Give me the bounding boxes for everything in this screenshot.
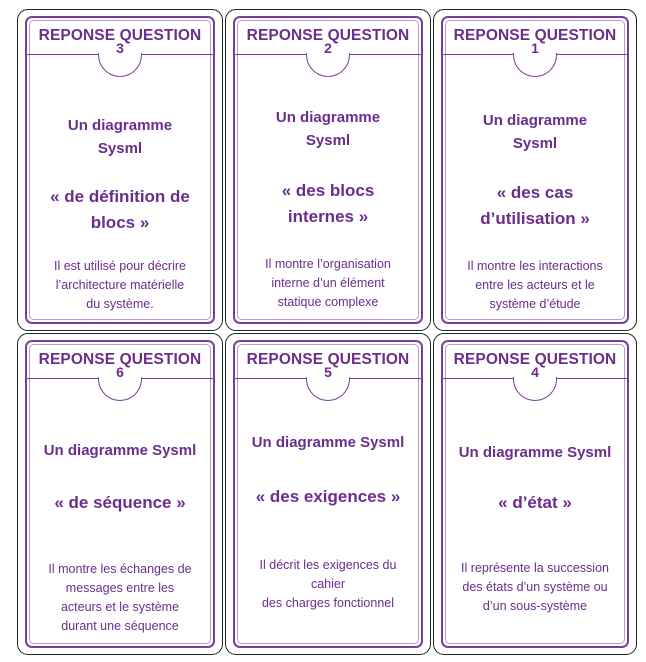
card-frame: [233, 16, 423, 324]
card-header-title: REPONSE QUESTION: [246, 351, 410, 368]
question-number: 5: [324, 364, 332, 380]
card-description: Il montre les échanges de messages entre les acteurs et le système durant une séquence: [48, 562, 192, 633]
card-subtitle: Un diagramme Sysml: [458, 444, 612, 461]
card-subtitle: Un diagramme Sysml: [251, 434, 405, 451]
answer-card-1: [433, 9, 637, 331]
card-header-title: REPONSE QUESTION: [38, 27, 202, 44]
question-number: 6: [116, 364, 124, 380]
card-subtitle: Un diagramme Sysml: [43, 442, 197, 459]
card-header-title: REPONSE QUESTION: [453, 27, 617, 44]
card-description: Il représente la succession des états d’un système ou d’un sous-système: [461, 561, 609, 613]
card-frame: [233, 340, 423, 648]
question-number: 2: [324, 40, 332, 56]
diagram-type: « des exigences »: [255, 487, 401, 506]
diagram-type: « d’état »: [498, 493, 572, 512]
answer-card-6: [17, 333, 223, 655]
card-frame: [25, 16, 215, 324]
card-description: Il montre l’organisation interne d’un élément statique complexe: [265, 257, 391, 309]
diagram-type: « des blocs internes »: [281, 181, 375, 226]
answer-card-3: [17, 9, 223, 331]
diagram-type: « des cas d’utilisation »: [480, 183, 590, 228]
card-frame: [441, 340, 629, 648]
card-description: Il montre les interactions entre les acteurs et le système d’étude: [467, 259, 603, 311]
answer-card-2: [225, 9, 431, 331]
card-header-title: REPONSE QUESTION: [453, 351, 617, 368]
card-description: Il décrit les exigences du cahier des charges fonctionnel: [259, 558, 397, 610]
question-number: 3: [116, 40, 124, 56]
card-frame: [441, 16, 629, 324]
card-description: Il est utilisé pour décrire l’architecture matérielle du système.: [53, 259, 186, 311]
card-subtitle: Un diagramme Sysml: [67, 117, 173, 157]
card-frame: [25, 340, 215, 648]
card-subtitle: Un diagramme Sysml: [482, 112, 588, 152]
answer-card-4: [433, 333, 637, 655]
card-subtitle: Un diagramme Sysml: [275, 109, 381, 149]
question-number: 1: [531, 40, 539, 56]
diagram-type: « de définition de blocs »: [50, 187, 190, 232]
diagram-type: « de séquence »: [54, 493, 186, 512]
card-header-title: REPONSE QUESTION: [38, 351, 202, 368]
question-number: 4: [531, 364, 539, 380]
card-header-title: REPONSE QUESTION: [246, 27, 410, 44]
answer-card-5: [225, 333, 431, 655]
